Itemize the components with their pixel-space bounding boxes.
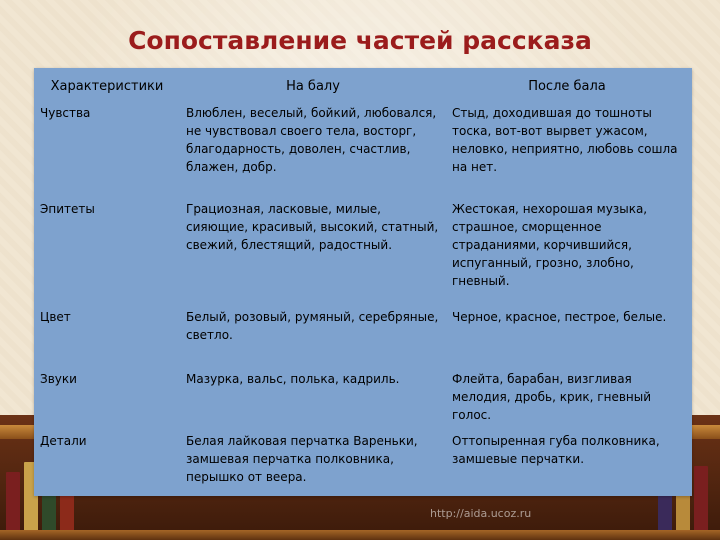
row-at-ball: Грациозная, ласковые, милые, сияющие, красивый, высокий, статный, свежий, блестящий, радостный. xyxy=(186,202,439,252)
table-row xyxy=(34,432,692,492)
row-feature: Звуки xyxy=(40,372,77,386)
row-feature: Чувства xyxy=(40,106,91,120)
table-row xyxy=(34,200,692,308)
table-row xyxy=(34,308,692,370)
table-row xyxy=(34,370,692,432)
row-feature: Детали xyxy=(40,434,87,448)
row-feature: Эпитеты xyxy=(40,202,95,216)
row-feature: Цвет xyxy=(40,310,71,324)
row-at-ball: Белая лайковая перчатка Вареньки, замшевая перчатка полковника, перышко от веера. xyxy=(186,434,418,484)
table-header-row xyxy=(34,68,692,104)
comparison-table xyxy=(34,68,692,496)
row-after-ball: Оттопыренная губа полковника, замшевые перчатки. xyxy=(452,434,660,466)
row-after-ball: Стыд, доходившая до тошноты тоска, вот-вот вырвет ужасом, неловко, неприятно, любовь сошла на нет. xyxy=(452,106,678,174)
watermark-url: http://aida.ucoz.ru xyxy=(430,507,532,520)
row-after-ball: Флейта, барабан, визгливая мелодия, дробь, крик, гневный голос. xyxy=(452,372,652,422)
row-after-ball: Черное, красное, пестрое, белые. xyxy=(452,310,667,324)
slide-title: Сопоставление частей рассказа xyxy=(128,26,592,55)
header-characteristics: Характеристики xyxy=(50,78,164,94)
row-at-ball: Мазурка, вальс, полька, кадриль. xyxy=(186,372,400,386)
row-after-ball: Жестокая, нехорошая музыка, страшное, сморщенное страданиями, корчившийся, испуганный, грозно, злобно, гневный. xyxy=(452,202,648,288)
header-at-ball: На балу xyxy=(286,78,340,94)
row-at-ball: Белый, розовый, румяный, серебряные, светло. xyxy=(186,310,439,342)
row-at-ball: Влюблен, веселый, бойкий, любовался, не чувствовал своего тела, восторг, благодарность, доволен, счастлив, блажен, добр. xyxy=(186,106,437,174)
header-after-ball: После бала xyxy=(528,78,606,94)
shelf-board-bottom xyxy=(0,530,720,540)
table-row xyxy=(34,104,692,200)
